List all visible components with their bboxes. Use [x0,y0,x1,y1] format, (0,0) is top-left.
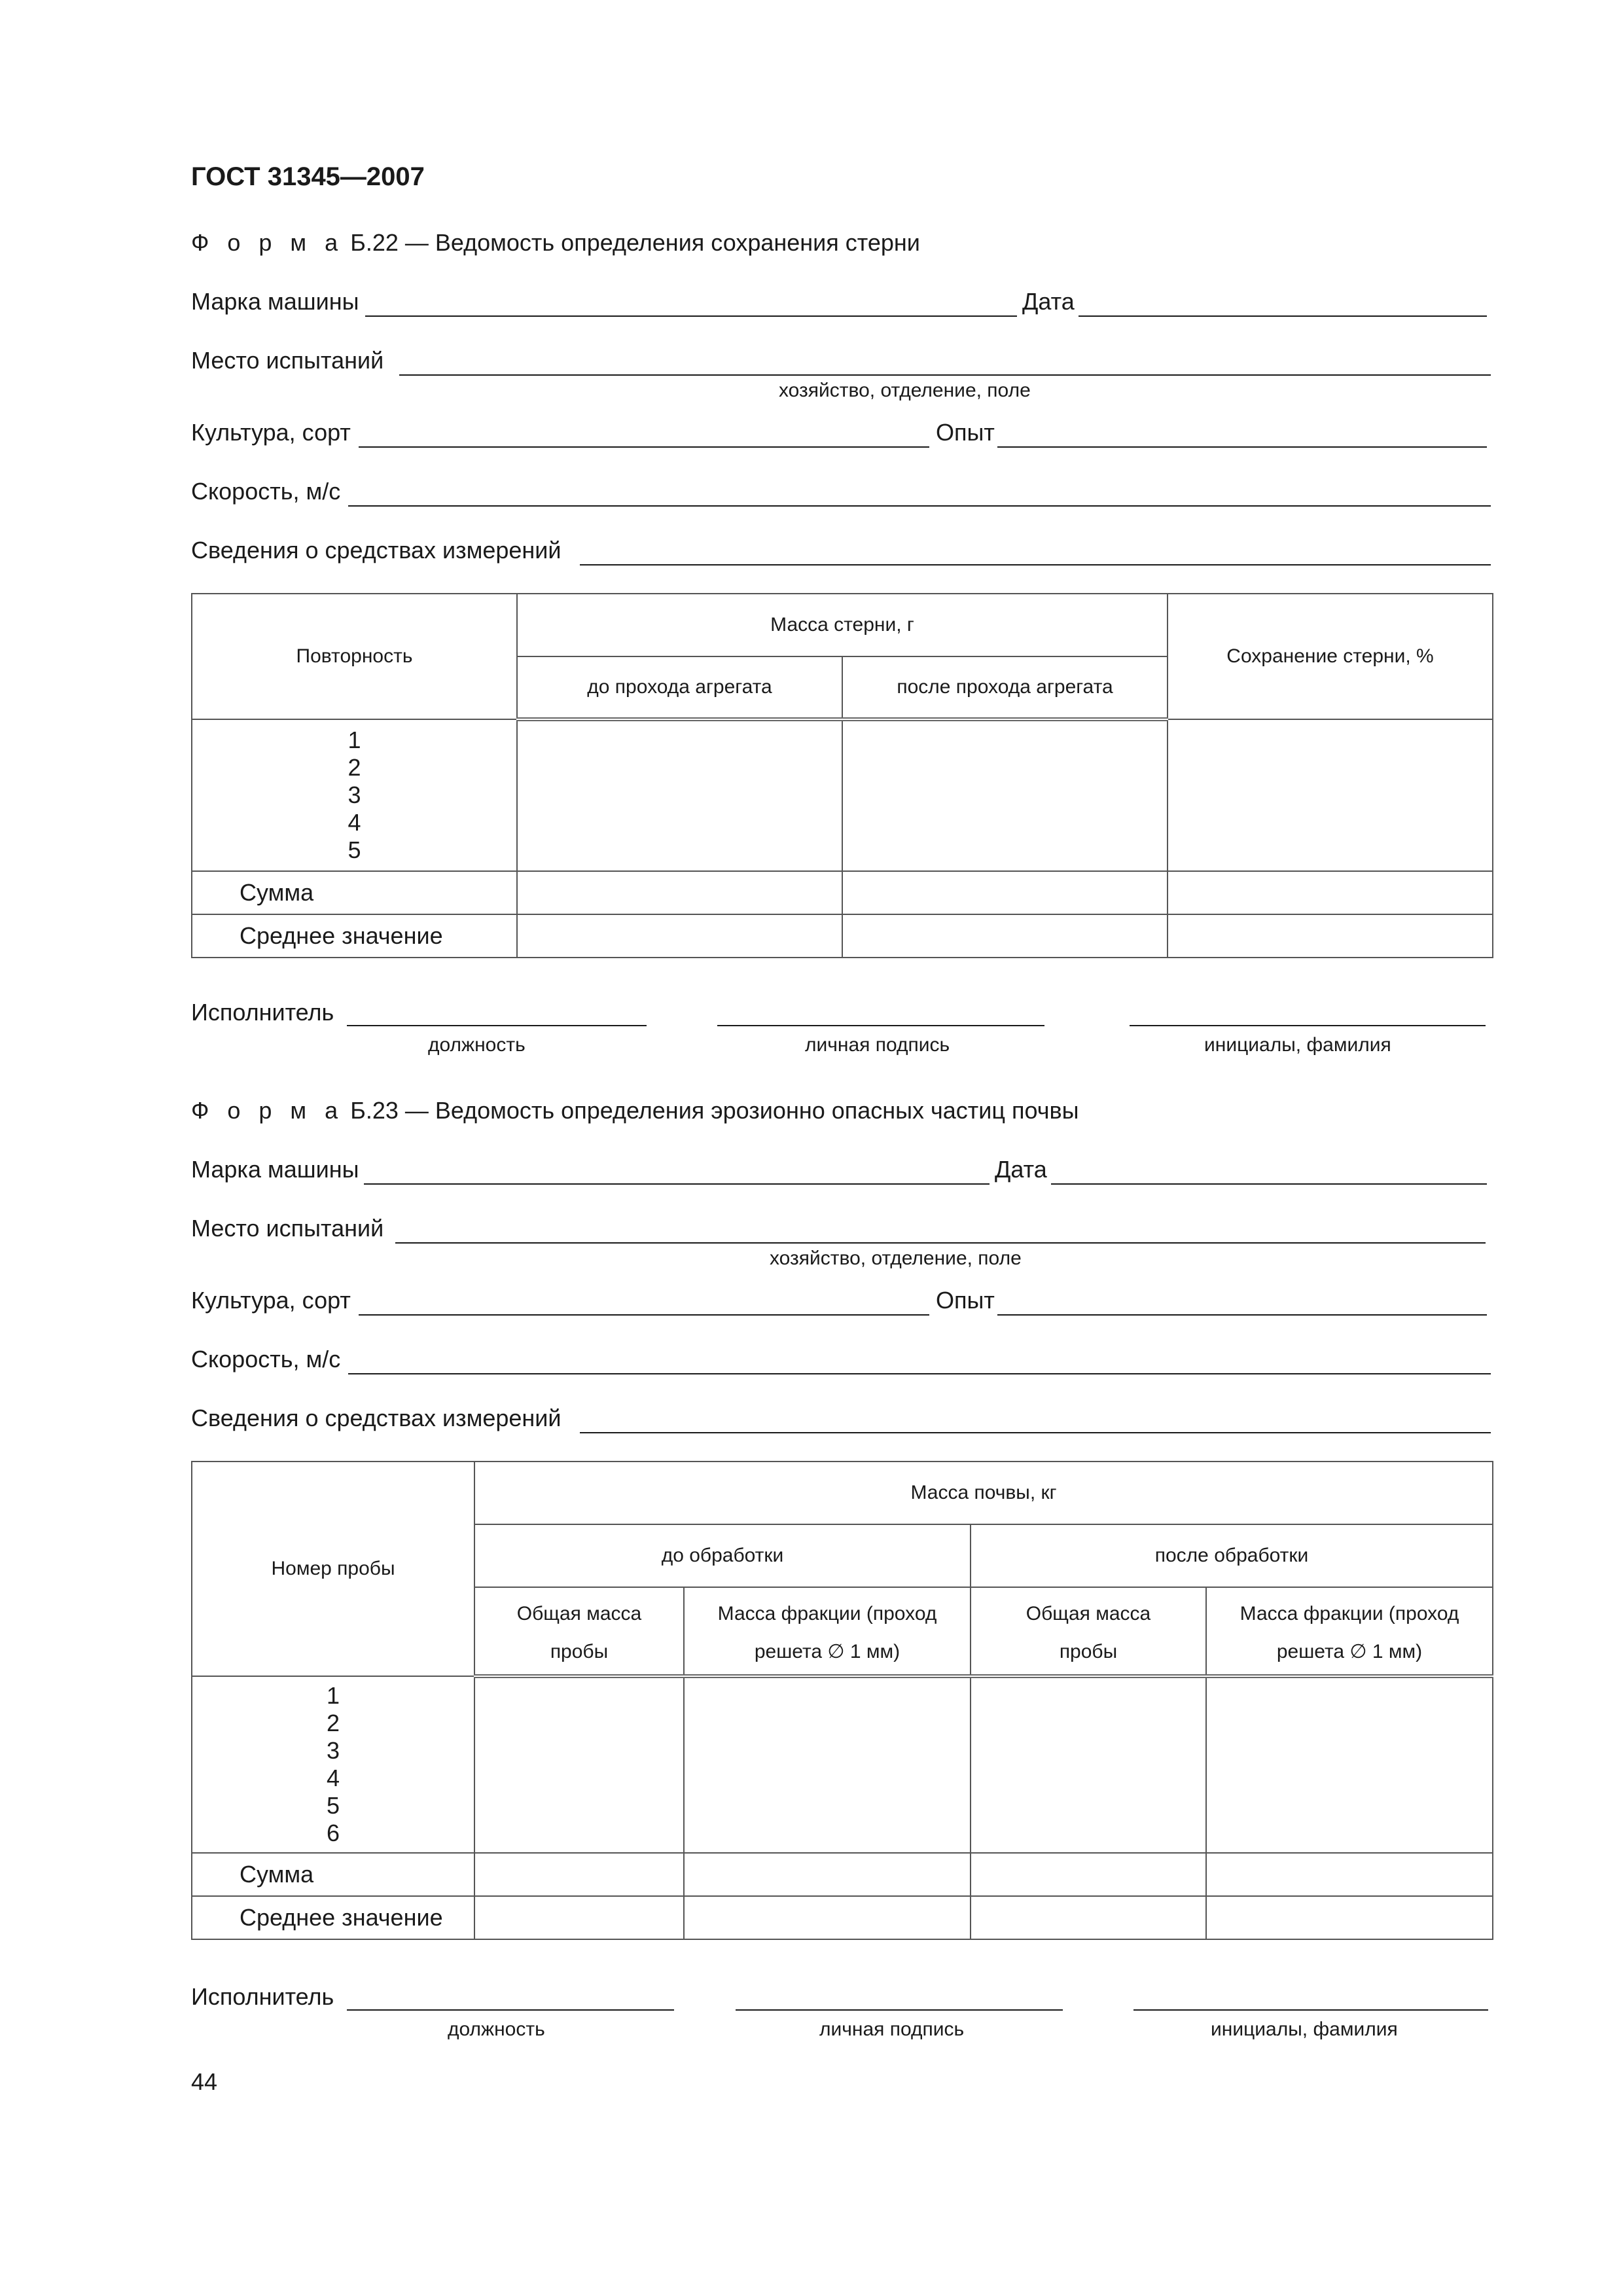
instruments-label: Сведения о средствах измерений [191,1405,562,1431]
row-number: 4 [348,809,361,836]
initials-caption: инициалы, фамилия [1211,2018,1398,2040]
date-field[interactable] [1051,1183,1487,1185]
table-cell[interactable] [971,1676,1206,1853]
instruments-field[interactable] [580,1432,1491,1433]
experiment-label: Опыт [936,419,995,446]
sum-label: Сумма [192,871,517,914]
header-line: пробы [1059,1641,1118,1662]
col-fraction-before-header [684,1587,971,1676]
header-line: Общая масса [1026,1603,1151,1625]
mean-label: Среднее значение [192,914,517,958]
instruments-field[interactable] [580,564,1491,565]
col-repeat-header: Повторность [192,594,517,719]
machine-label: Марка машины [191,1156,359,1183]
col-mass-header: Масса стерни, г [517,594,1168,656]
row-number: 4 [326,1765,340,1791]
executor-label: Исполнитель [191,999,334,1026]
col-mass-header: Масса почвы, кг [474,1462,1493,1524]
mean-label: Среднее значение [192,1896,474,1939]
table-cell[interactable] [971,1896,1206,1939]
signature-caption: личная подпись [819,2018,965,2040]
header-line: решета ∅ 1 мм) [754,1641,901,1662]
instruments-label: Сведения о средствах измерений [191,537,562,564]
row-number: 1 [348,726,361,753]
table-cell[interactable] [517,871,842,914]
signature-field[interactable] [736,2009,1063,2011]
executor-label: Исполнитель [191,1983,334,2010]
position-field[interactable] [347,1025,647,1026]
table-cell[interactable] [684,1896,971,1939]
col-before-header: до обработки [474,1524,971,1587]
signature-caption: личная подпись [805,1034,950,1056]
row-number: 6 [326,1820,340,1846]
header-line: пробы [550,1641,609,1662]
form-title-text: Б.22 — Ведомость определения сохранения стерни [350,229,920,256]
sum-label: Сумма [192,1853,474,1896]
table-cell[interactable] [842,914,1168,958]
form-b22-title [191,229,920,257]
page-number: 44 [191,2068,218,2095]
position-caption: должность [448,2018,545,2040]
table-cell[interactable] [1168,914,1493,958]
header-line: Масса фракции (проход [717,1603,937,1625]
place-hint: хозяйство, отделение, поле [779,380,1031,401]
table-cell[interactable] [474,1853,684,1896]
place-field[interactable] [399,374,1491,376]
col-fraction-after-header [1206,1587,1493,1676]
sample-numbers [192,1676,474,1853]
col-total-before-header [474,1587,684,1676]
speed-label: Скорость, м/с [191,478,341,505]
table-cell[interactable] [684,1853,971,1896]
table-cell[interactable] [474,1896,684,1939]
speed-field[interactable] [348,505,1491,507]
position-field[interactable] [347,2009,674,2011]
place-label: Место испытаний [191,347,384,374]
experiment-label: Опыт [936,1287,995,1314]
row-number: 5 [326,1792,340,1819]
date-field[interactable] [1079,315,1487,317]
table-cell[interactable] [1206,1676,1493,1853]
row-number: 5 [348,836,361,863]
position-caption: должность [428,1034,526,1056]
soil-table [191,1461,1493,1940]
table-cell[interactable] [517,914,842,958]
place-field[interactable] [395,1242,1486,1244]
repeat-numbers [192,719,517,871]
table-cell[interactable] [842,871,1168,914]
col-before-header: до прохода агрегата [517,656,842,719]
document-id: ГОСТ 31345—2007 [191,162,425,191]
experiment-field[interactable] [997,1314,1487,1316]
machine-field[interactable] [364,1183,990,1185]
place-hint: хозяйство, отделение, поле [770,1247,1022,1269]
date-label: Дата [1022,288,1075,315]
speed-label: Скорость, м/с [191,1346,341,1372]
initials-field[interactable] [1130,1025,1486,1026]
table-cell[interactable] [474,1676,684,1853]
place-label: Место испытаний [191,1215,384,1242]
table-cell[interactable] [517,719,842,871]
col-total-after-header [971,1587,1206,1676]
machine-label: Марка машины [191,288,359,315]
row-number: 3 [326,1737,340,1764]
header-line: решета ∅ 1 мм) [1276,1641,1423,1662]
col-preserve-header: Сохранение стерни, % [1168,594,1493,719]
crop-field[interactable] [359,446,929,448]
row-number: 1 [326,1682,340,1709]
form-title-text: Б.23 — Ведомость определения эрозионно опасных частиц почвы [350,1097,1079,1124]
table-cell[interactable] [1168,871,1493,914]
col-after-header: после прохода агрегата [842,656,1168,719]
date-label: Дата [995,1156,1047,1183]
form-word: Ф о р м а [191,1097,344,1124]
crop-field[interactable] [359,1314,929,1316]
table-cell[interactable] [684,1676,971,1853]
table-cell[interactable] [1206,1896,1493,1939]
table-cell[interactable] [971,1853,1206,1896]
form-b23-title [191,1097,1079,1124]
initials-caption: инициалы, фамилия [1204,1034,1391,1056]
row-number: 2 [348,754,361,781]
header-line: Масса фракции (проход [1240,1603,1459,1625]
machine-field[interactable] [365,315,1017,317]
col-after-header: после обработки [971,1524,1493,1587]
crop-label: Культура, сорт [191,419,351,446]
experiment-field[interactable] [997,446,1487,448]
row-number: 2 [326,1710,340,1736]
initials-field[interactable] [1133,2009,1488,2011]
table-cell[interactable] [842,719,1168,871]
col-sample-header: Номер пробы [192,1462,474,1676]
table-cell[interactable] [1168,719,1493,871]
crop-label: Культура, сорт [191,1287,351,1314]
table-cell[interactable] [1206,1853,1493,1896]
form-word: Ф о р м а [191,229,344,256]
stubble-table [191,593,1493,958]
header-line: Общая масса [516,1603,642,1625]
signature-field[interactable] [717,1025,1044,1026]
row-number: 3 [348,781,361,808]
speed-field[interactable] [348,1373,1491,1374]
